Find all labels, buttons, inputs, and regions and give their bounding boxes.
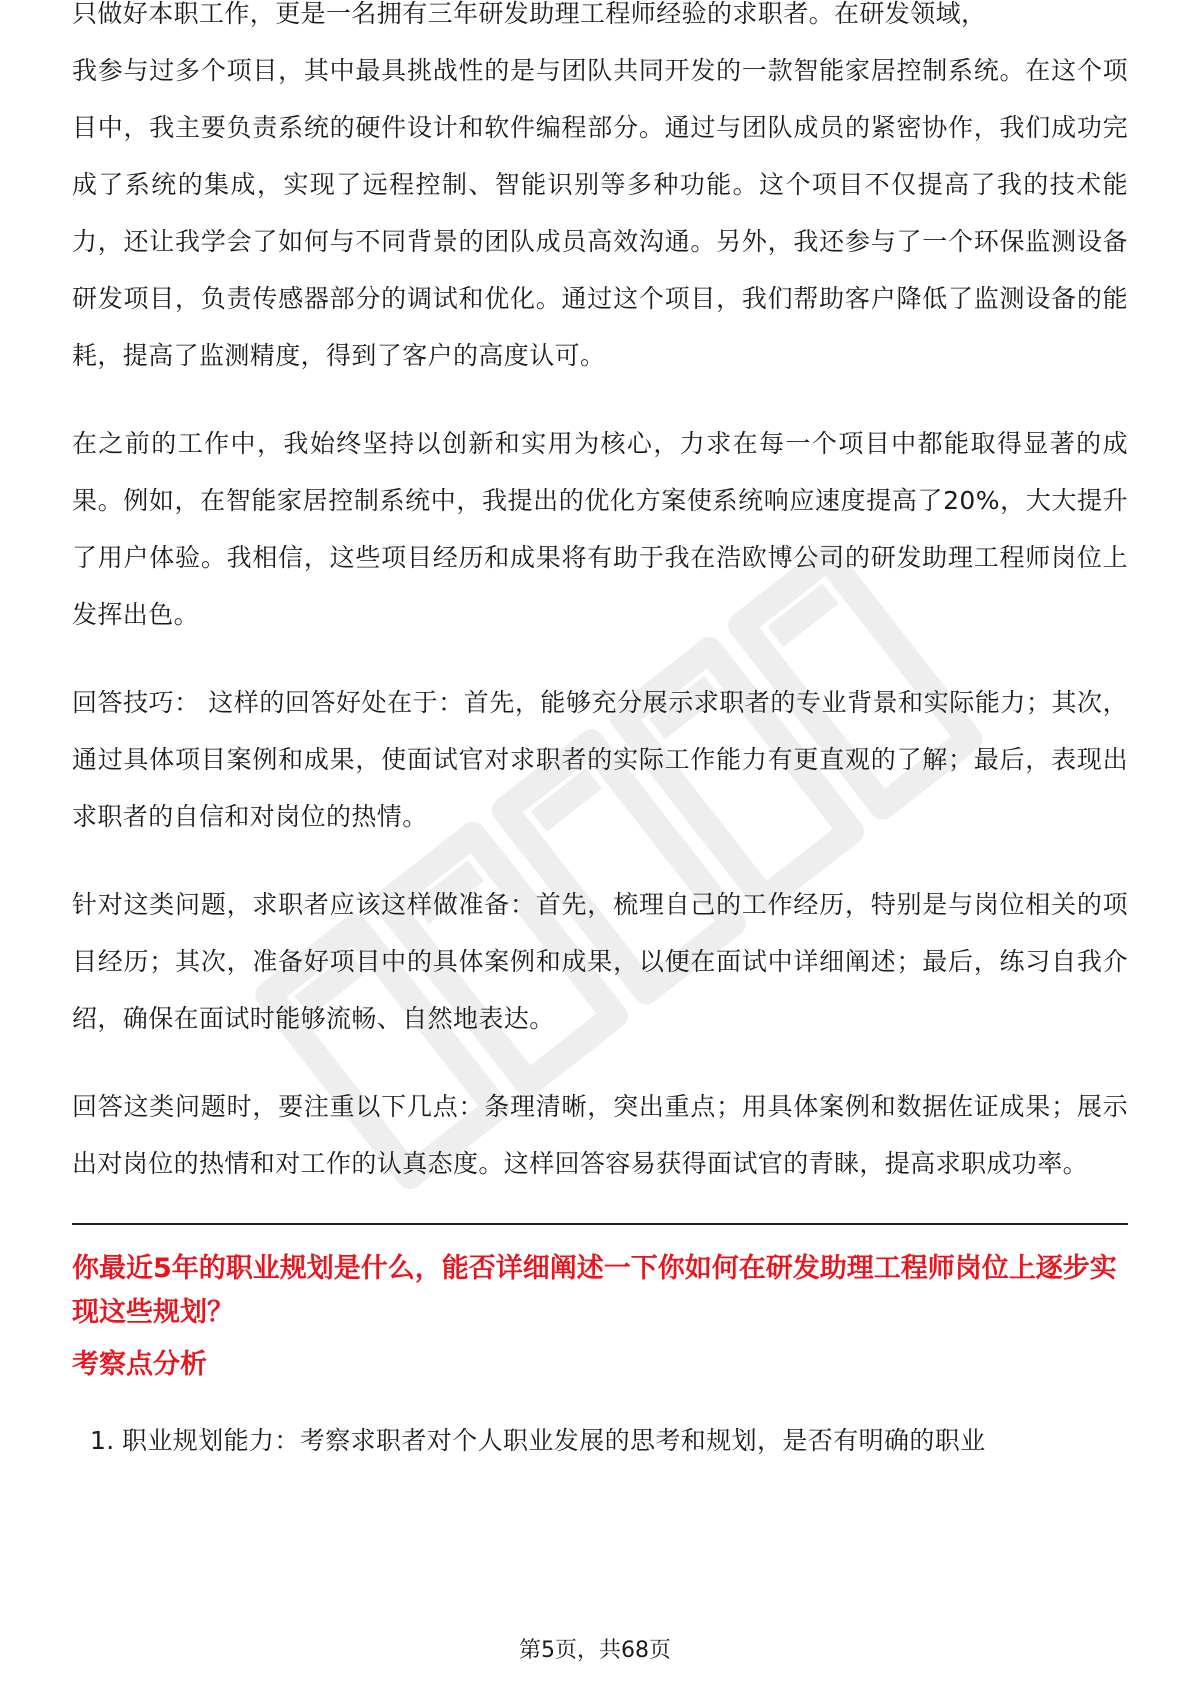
paragraph-preparation: 针对这类问题，求职者应该这样做准备：首先，梳理自己的工作经历，特别是与岗位相关的项目经历；其次，准备好项目中的具体案例和成果，以便在面试中详细阐述；最后，练习自我介绍，确保在面试时能够流畅、自然地表达。 <box>72 890 1128 1033</box>
page-number-footer: 第5页，共68页 <box>519 1638 671 1663</box>
interview-question: 你最近5年的职业规划是什么，能否详细阐述一下你如何在研发助理工程师岗位上逐步实现这些规划？ <box>72 1253 1117 1328</box>
cut-off-paragraph <box>72 0 1128 42</box>
list-item-text: 职业规划能力：考察求职者对个人职业发展的思考和规划，是否有明确的职业 <box>122 1426 986 1455</box>
list-item <box>72 1419 1128 1463</box>
section-divider <box>72 1223 1128 1225</box>
paragraph-project-experience: 我参与过多个项目，其中最具挑战性的是与团队共同开发的一款智能家居控制系统。在这个项目中，我主要负责系统的硬件设计和软件编程部分。通过与团队成员的紧密协作，我们成功完成了系统的集成，实现了远程控制、智能识别等多种功能。这个项目不仅提高了我的技术能力，还让我学会了如何与不同背景的团队成员高效沟通。另外，我还参与了一个环保监测设备研发项目，负责传感器部分的调试和优化。通过这个项目，我们帮助客户降低了监测设备的能耗，提高了监测精度，得到了客户的高度认可。 <box>72 56 1128 370</box>
paragraph-achievements: 在之前的工作中，我始终坚持以创新和实用为核心，力求在每一个项目中都能取得显著的成果。例如，在智能家居控制系统中，我提出的优化方案使系统响应速度提高了20%，大大提升了用户体验。我相信，这些项目经历和成果将有助于我在浩欧博公司的研发助理工程师岗位上发挥出色。 <box>72 429 1128 629</box>
analysis-heading: 考察点分析 <box>72 1349 207 1380</box>
main-content <box>72 0 1128 1463</box>
analysis-list <box>72 1419 1128 1463</box>
cut-off-line: 只做好本职工作，更是一名拥有三年研发助理工程师经验的求职者。在研发领域， <box>72 0 987 28</box>
paragraph-answer-tips: 回答技巧： 这样的回答好处在于：首先，能够充分展示求职者的专业背景和实际能力；其次，通过具体项目案例和成果，使面试官对求职者的实际工作能力有更直观的了解；最后，表现出求职者的自信和对岗位的热情。 <box>72 688 1128 831</box>
paragraph-key-points: 回答这类问题时，要注重以下几点：条理清晰，突出重点；用具体案例和数据佐证成果；展示出对岗位的热情和对工作的认真态度。这样回答容易获得面试官的青睐，提高求职成功率。 <box>72 1092 1128 1178</box>
list-item-number: 1. <box>90 1426 115 1455</box>
